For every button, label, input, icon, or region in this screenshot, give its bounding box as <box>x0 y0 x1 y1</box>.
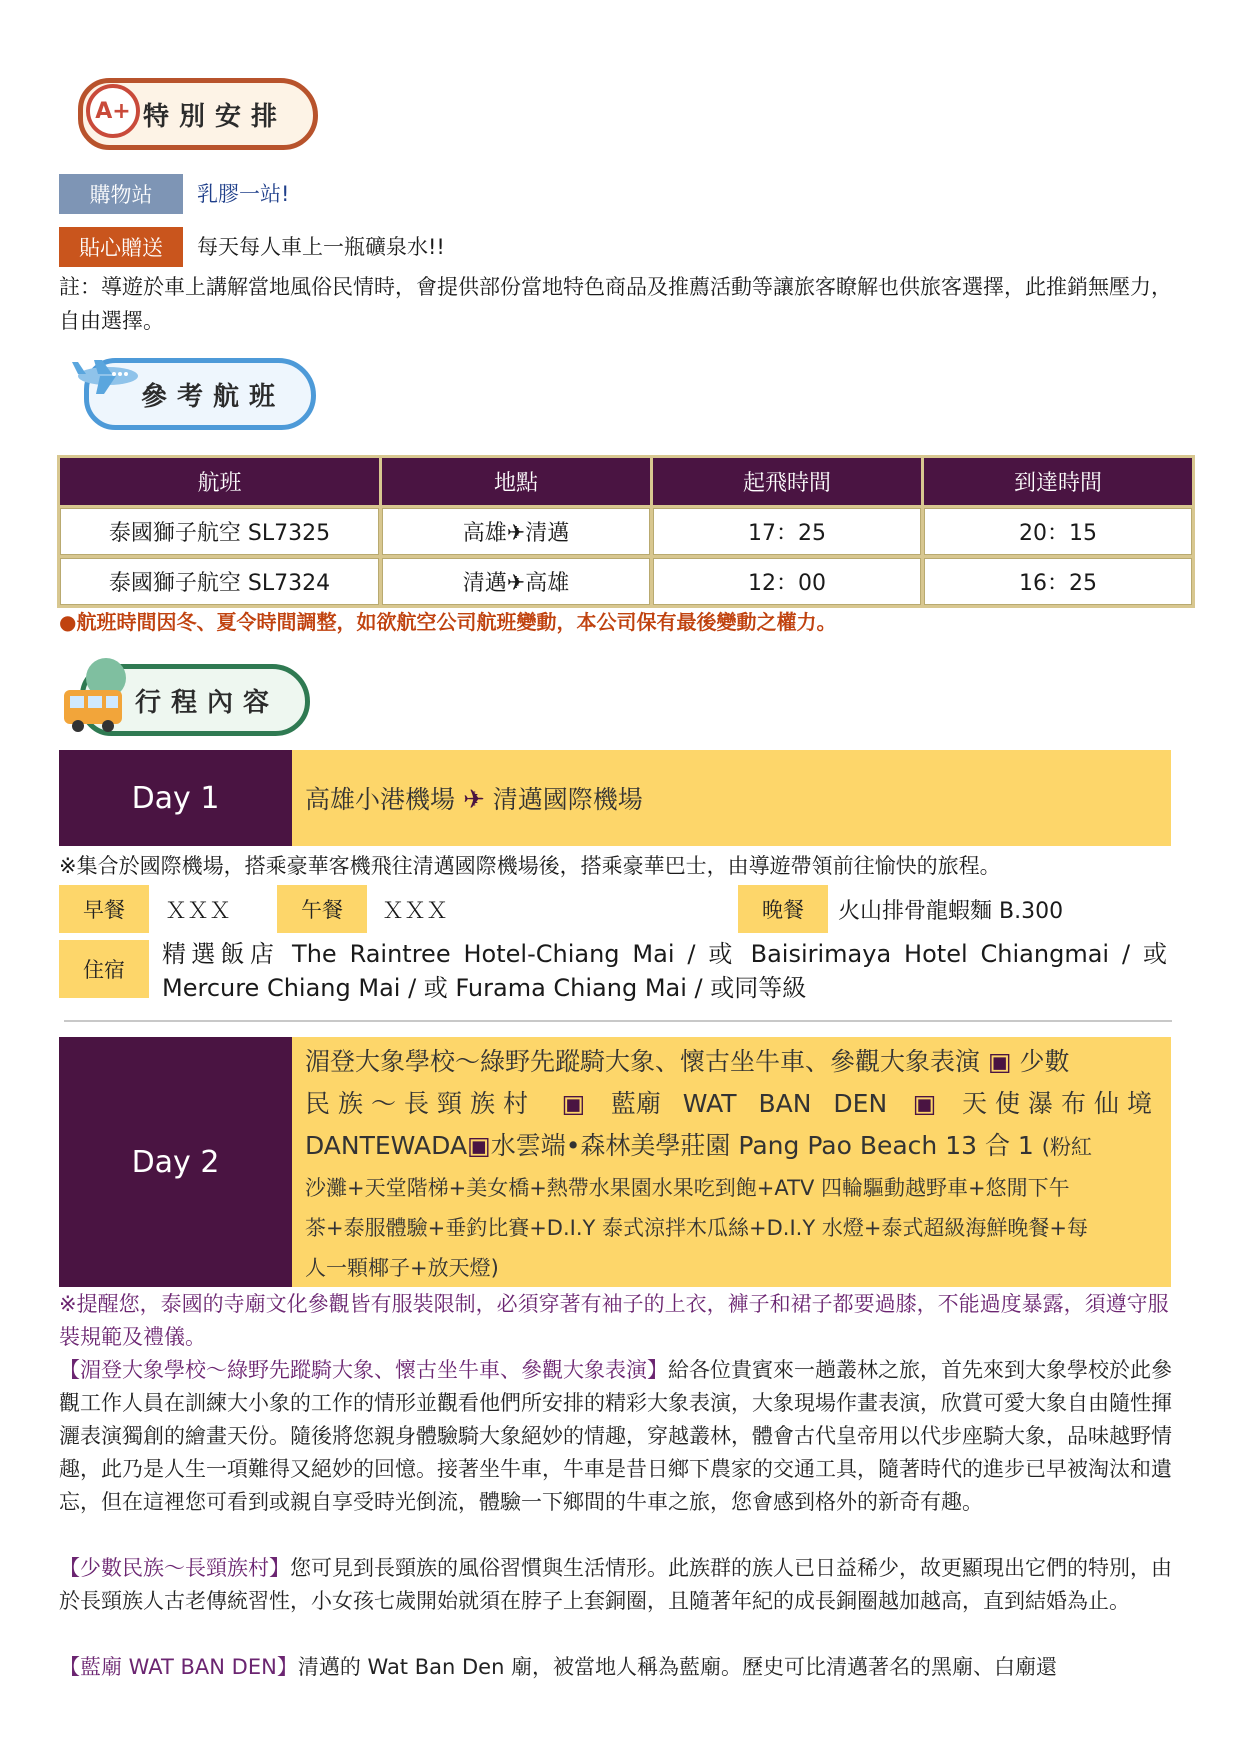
flight-table-header <box>60 458 1192 505</box>
bus-icon: ▣ <box>467 1131 491 1160</box>
flight-route: 清邁✈高雄 <box>382 558 650 605</box>
day2-paragraph-2 <box>59 1552 1179 1618</box>
day2-title-line-6: 人一顆椰子+放天燈) <box>305 1256 499 1280</box>
shopping-value: 乳膠一站! <box>197 182 290 206</box>
day2-paragraph-3-title: 【藍廟 WAT BAN DEN】 <box>59 1655 298 1679</box>
a-plus-icon: A+ <box>86 84 140 138</box>
day1-route-from: 高雄小港機場 <box>305 785 456 814</box>
bus-icon: ▣ <box>561 1089 586 1118</box>
section-special-title: 特別安排 <box>143 101 288 132</box>
hotel-line-2: Mercure Chiang Mai / 或 Furama Chiang Mai / 或同等級 <box>162 974 807 1002</box>
airplane-icon <box>64 358 144 398</box>
section-flights-title: 參考航班 <box>141 381 286 412</box>
section-flights-heading <box>64 358 316 430</box>
section-itinerary-title: 行程內容 <box>135 687 280 718</box>
day1-label: Day 1 <box>59 750 292 846</box>
day2-header <box>59 1037 1171 1287</box>
header-location: 地點 <box>382 458 650 505</box>
day1-note: ※集合於國際機場，搭乘豪華客機飛往清邁國際機場後，搭乘豪華巴士，由導遊帶領前往愉快的旅程。 <box>59 854 1001 878</box>
flight-table <box>57 455 1195 608</box>
day2-paragraph-3 <box>59 1651 1179 1684</box>
day2-paragraph-2-title: 【少數民族～長頸族村】 <box>59 1556 290 1580</box>
day1-route <box>305 780 643 816</box>
gift-label: 貼心贈送 <box>59 227 183 267</box>
day1-route-to: 清邁國際機場 <box>492 785 643 814</box>
flight-number: 泰國獅子航空 SL7325 <box>60 508 379 555</box>
day2-title-line-1: 湄登大象學校～綠野先蹤騎大象、懷古坐牛車、參觀大象表演 ▣ 少數 <box>305 1047 1070 1076</box>
lunch-label: 午餐 <box>277 885 367 933</box>
flight-arrival: 16：25 <box>924 558 1192 605</box>
dinner-label: 晚餐 <box>738 885 828 933</box>
day2-title-line-5: 茶+泰服體驗+垂釣比賽+D.I.Y 泰式涼拌木瓜絲+D.I.Y 水燈+泰式超級海鮮晚餐+每 <box>305 1216 1089 1240</box>
flight-arrival: 20：15 <box>924 508 1192 555</box>
dinner-value: 火山排骨龍蝦麵 B.300 <box>838 899 1064 924</box>
hotel-line-1: 精選飯店 The Raintree Hotel-Chiang Mai / 或 Baisirimaya Hotel Chiangmai / 或 <box>162 940 1167 968</box>
day2-paragraph-3-body: 清邁的 Wat Ban Den 廟，被當地人稱為藍廟。歷史可比清邁著名的黑廟、白廟還 <box>297 1655 1058 1679</box>
plane-icon: ✈ <box>462 785 485 815</box>
day2-reminder: ※提醒您，泰國的寺廟文化參觀皆有服裝限制，必須穿著有袖子的上衣，褲子和裙子都要過膝，不能過度暴露，須遵守服裝規範及禮儀。 <box>59 1292 1169 1349</box>
gift-value: 每天每人車上一瓶礦泉水!! <box>197 235 445 259</box>
day2-title-line-2: 民族～長頸族村 ▣ 藍廟 WAT BAN DEN ▣ 天使瀑布仙境 <box>305 1083 1160 1125</box>
table-row <box>60 558 1192 605</box>
day2-title-line-4: 沙灘+天堂階梯+美女橋+熱帶水果園水果吃到飽+ATV 四輪驅動越野車+悠閒下午 <box>305 1176 1070 1200</box>
divider <box>64 1020 1172 1022</box>
flight-notice: ●航班時間因冬、夏令時間調整，如欲航空公司航班變動，本公司保有最後變動之權力。 <box>59 610 837 634</box>
shopping-label: 購物站 <box>59 174 183 214</box>
bus-icon <box>60 656 132 736</box>
day2-paragraph-1-title: 【湄登大象學校～綠野先蹤騎大象、懷古坐牛車、參觀大象表演】 <box>59 1358 668 1382</box>
day2-paragraph-1 <box>59 1354 1179 1519</box>
table-row <box>60 508 1192 555</box>
section-itinerary-heading <box>60 664 310 736</box>
header-flight: 航班 <box>60 458 379 505</box>
flight-departure: 17：25 <box>653 508 921 555</box>
flight-departure: 12：00 <box>653 558 921 605</box>
flight-route: 高雄✈清邁 <box>382 508 650 555</box>
bus-icon: ▣ <box>912 1089 937 1118</box>
hotel-label: 住宿 <box>59 940 149 998</box>
day2-label: Day 2 <box>59 1037 292 1287</box>
day2-title-line-3: DANTEWADA▣水雲端•森林美學莊園 Pang Pao Beach 13 合 1 (粉紅 <box>305 1131 1092 1160</box>
breakfast-value: ＸＸＸ <box>165 899 232 924</box>
day2-paragraph-1-body: 給各位貴賓來一趟叢林之旅，首先來到大象學校於此參觀工作人員在訓練大小象的工作的情形並觀看他們所安排的精彩大象表演，大象現場作畫表演，欣賞可愛大象自由隨性揮灑表演獨創的繪畫天份。隨後將您親身體驗騎大象絕妙的情趣，穿越叢林，體會古代皇帝用以代步座騎大象，品味越野情趣，此乃是人生一項難得又絕妙的回憶。接著坐牛車，牛車是昔日鄉下農家的交通工具，隨著時代的進步已早被淘汰和遺忘，但在這裡您可看到或親自享受時光倒流，體驗一下鄉間的牛車之旅，您會感到格外的新奇有趣。 <box>59 1358 1172 1514</box>
shopping-note: 註：導遊於車上講解當地風俗民情時，會提供部份當地特色商品及推薦活動等讓旅客瞭解也供旅客選擇，此推銷無壓力，自由選擇。 <box>59 275 1172 333</box>
section-special-heading <box>78 78 318 150</box>
lunch-value: ＸＸＸ <box>382 899 449 924</box>
flight-number: 泰國獅子航空 SL7324 <box>60 558 379 605</box>
header-departure: 起飛時間 <box>653 458 921 505</box>
day1-header <box>59 750 1171 846</box>
header-arrival: 到達時間 <box>924 458 1192 505</box>
day2-title <box>305 1041 1160 1288</box>
breakfast-label: 早餐 <box>59 885 149 933</box>
bus-icon: ▣ <box>980 1047 1020 1076</box>
hotel-value <box>162 937 1167 1005</box>
day2-paragraph-2-body: 您可見到長頸族的風俗習慣與生活情形。此族群的族人已日益稀少，故更顯現出它們的特別，由於長頸族人古老傳統習性，小女孩七歲開始就須在脖子上套銅圈，且隨著年紀的成長銅圈越加越高，直到結婚為止。 <box>59 1556 1172 1613</box>
